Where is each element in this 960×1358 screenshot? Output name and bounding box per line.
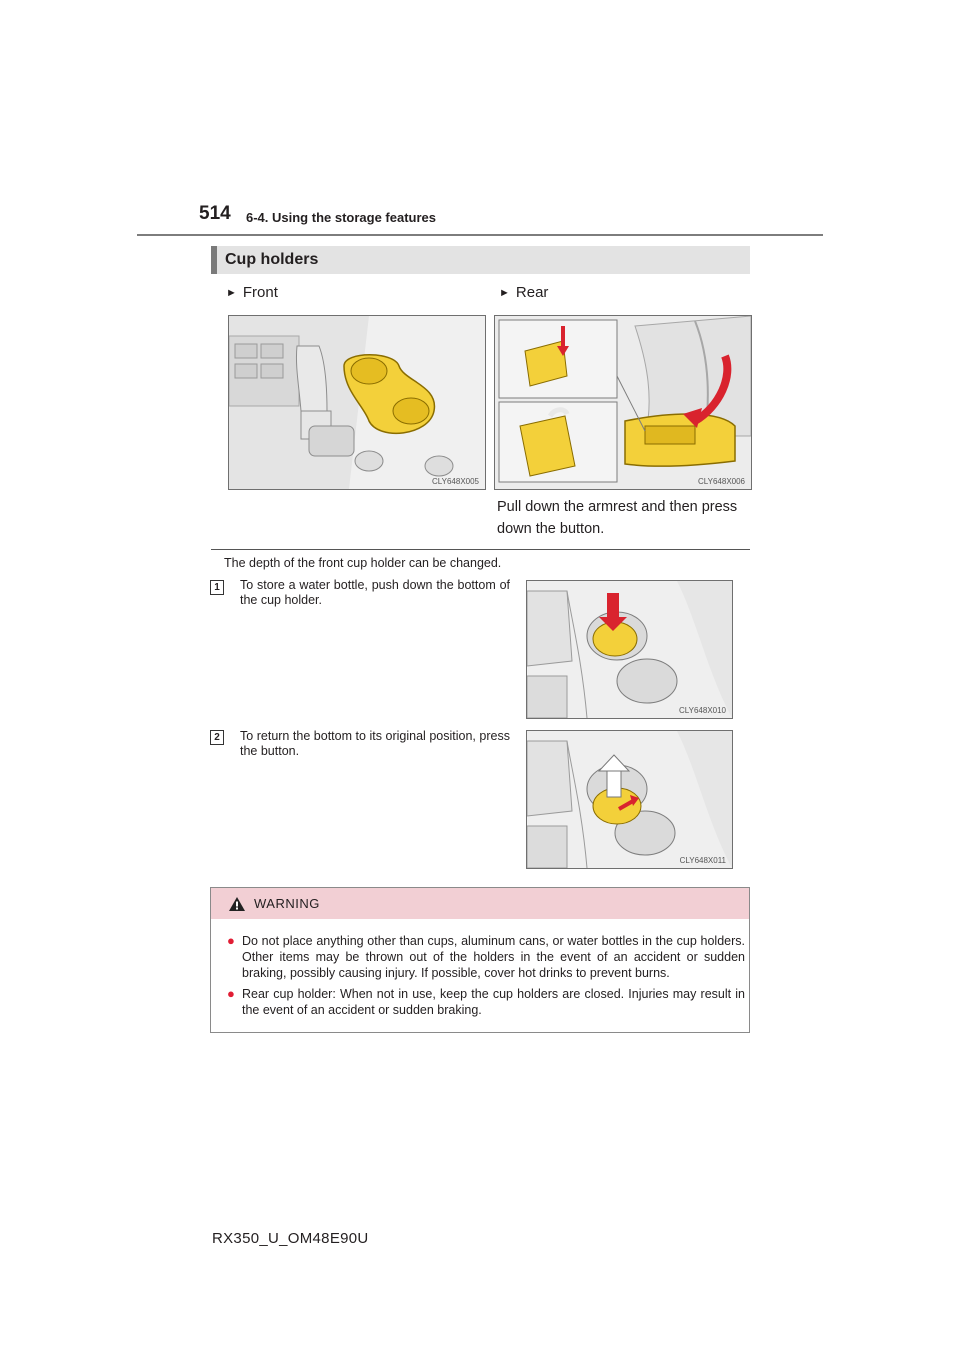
triangle-bullet-icon: ► bbox=[226, 287, 237, 299]
warning-item bbox=[227, 933, 745, 981]
figure-code: CLY648X005 bbox=[432, 477, 479, 486]
push-down-bottom-illustration bbox=[526, 580, 733, 719]
front-label bbox=[226, 284, 278, 301]
warning-triangle-icon bbox=[228, 896, 246, 912]
rear-label-text: Rear bbox=[515, 284, 549, 301]
front-label-text: Front bbox=[242, 284, 278, 301]
header-rule bbox=[137, 234, 823, 236]
triangle-bullet-icon: ► bbox=[499, 287, 510, 299]
step-text: To return the bottom to its original position, press the button. bbox=[240, 729, 510, 758]
press-button-illustration bbox=[526, 730, 733, 869]
section-bar bbox=[211, 246, 750, 274]
bullet-icon: ● bbox=[227, 933, 235, 948]
warning-header bbox=[211, 888, 749, 919]
chapter-title: 6-4. Using the storage features bbox=[246, 210, 436, 225]
figure-code: CLY648X006 bbox=[698, 477, 745, 486]
step-text: To store a water bottle, push down the bottom of the cup holder. bbox=[240, 578, 510, 607]
figure-code: CLY648X011 bbox=[679, 856, 726, 865]
rear-cup-holder-illustration bbox=[494, 315, 752, 490]
rear-caption-line: down the button. bbox=[497, 521, 605, 537]
model-code: RX350_U_OM48E90U bbox=[212, 1230, 369, 1247]
figure-code: CLY648X010 bbox=[679, 706, 726, 715]
step-number-badge: 2 bbox=[210, 730, 224, 745]
warning-item-text: Rear cup holder: When not in use, keep the cup holders are closed. Injuries may result in the event of an accident or sudden braking. bbox=[242, 987, 745, 1017]
rear-caption bbox=[497, 496, 752, 540]
warning-item-text: Do not place anything other than cups, aluminum cans, or water bottles in the cup holders. Other items may be thrown out of the holders in the event of an accident or sudden braking, possibly causing injury. If possible, cover hot drinks to prevent burns. bbox=[242, 934, 745, 980]
rear-label bbox=[499, 284, 548, 301]
depth-intro: The depth of the front cup holder can be changed. bbox=[224, 556, 502, 570]
warning-item bbox=[227, 986, 745, 1018]
bullet-icon: ● bbox=[227, 986, 235, 1001]
page-number: 514 bbox=[199, 203, 231, 224]
warning-title: WARNING bbox=[254, 896, 320, 911]
divider bbox=[211, 549, 750, 550]
section-title: Cup holders bbox=[225, 251, 319, 268]
step-number-badge: 1 bbox=[210, 580, 224, 595]
warning-box bbox=[210, 887, 750, 1033]
front-cup-holder-illustration bbox=[228, 315, 486, 490]
rear-caption-line: Pull down the armrest and then press bbox=[497, 499, 738, 515]
